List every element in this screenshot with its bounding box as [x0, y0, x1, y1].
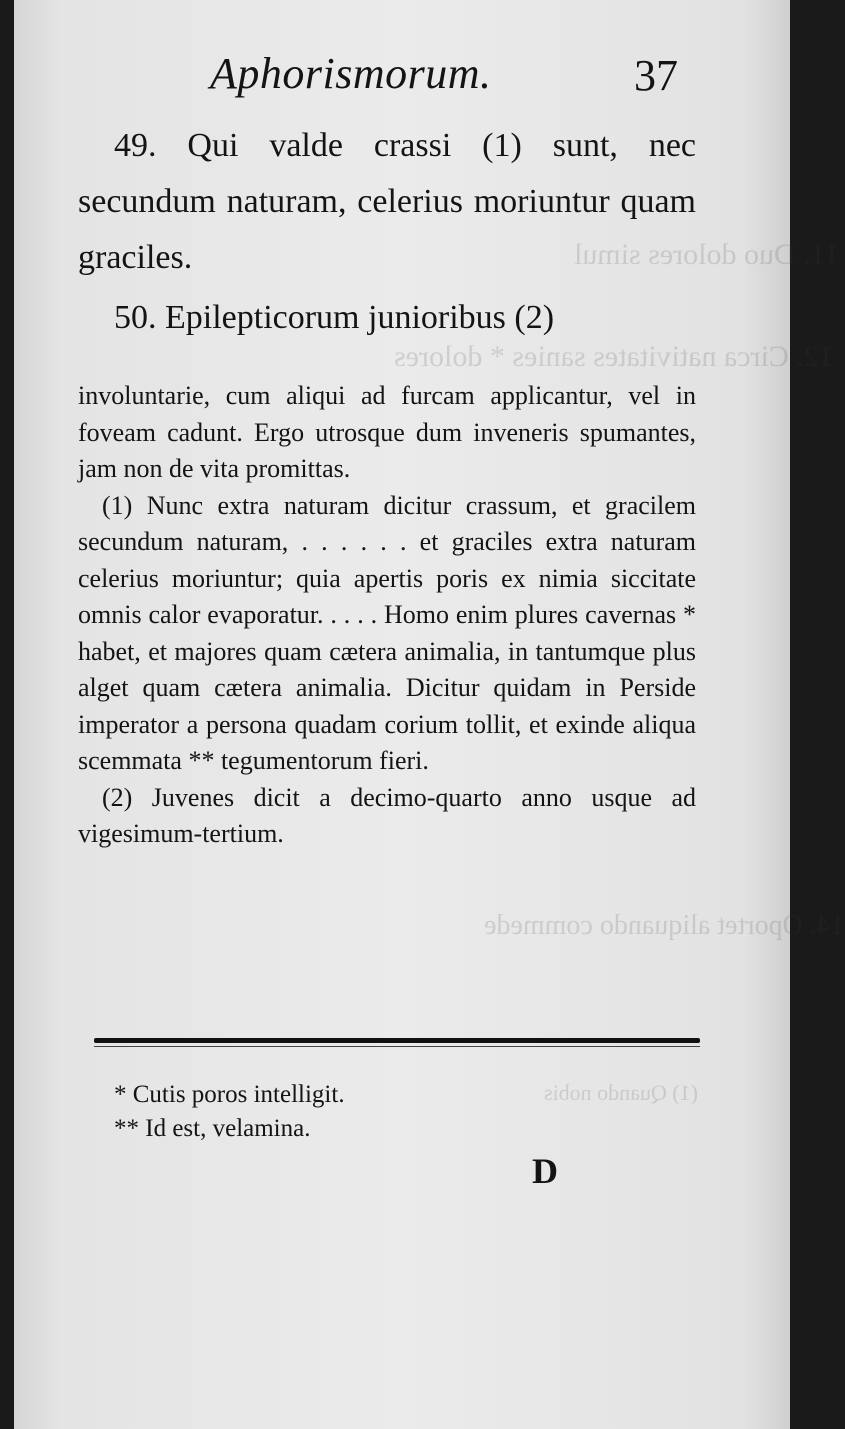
book-page — [14, 0, 845, 1429]
show-through-text: (1) Quando nobis — [544, 1080, 698, 1105]
footnote-2: ** Id est, velamina. — [114, 1115, 311, 1142]
footnotes — [114, 1078, 674, 1146]
commentary-note-1: (1) Nunc extra naturam dicitur crassum, et gracilem secundum naturam, . . . . . . et graciles extra naturam celerius moriuntur; quia apertis poris ex nimia siccitate omnis calor evaporatur. . . . . Homo enim plures cavernas * habet, et majores quam cætera animalia, in tantumque plus alget quam cætera animalia. Dicitur quidam in Perside imperator a persona quadam corium tollit, et exinde aliqua scemmata ** tegumentorum fieri. — [78, 490, 696, 775]
show-through-text: 11. Duo dolores simul — [574, 238, 840, 271]
page-header — [14, 40, 790, 110]
running-title: Aphorismorum. — [210, 49, 492, 98]
commentary-note-2: (2) Juvenes dicit a decimo-quarto anno usque ad vigesimum-tertium. — [78, 782, 696, 848]
signature-mark: D — [532, 1151, 558, 1191]
aphorism-49: 49. Qui valde crassi (1) sunt, nec secundum naturam, celerius moriuntur quam graciles. — [78, 127, 696, 276]
footnote-1: * Cutis poros intelligit. — [114, 1081, 345, 1108]
page-number: 37 — [634, 51, 678, 100]
aphorism-50: 50. Epilepticorum junioribus (2) — [114, 299, 555, 336]
commentary-text — [78, 378, 696, 853]
show-through-text: 12. Circa nativitates sanies * dolores — [394, 340, 834, 373]
footnote-divider-thin — [94, 1046, 700, 1047]
aphorisms-text — [78, 118, 696, 346]
footnote-divider — [94, 1038, 700, 1043]
show-through-text: 14. Oportet aliquando commede — [484, 910, 845, 941]
commentary-continuation: involuntarie, cum aliqui ad furcam applicantur, vel in foveam cadunt. Ergo utrosque dum inveneris spumantes, jam non de vita promittas. — [78, 381, 696, 483]
